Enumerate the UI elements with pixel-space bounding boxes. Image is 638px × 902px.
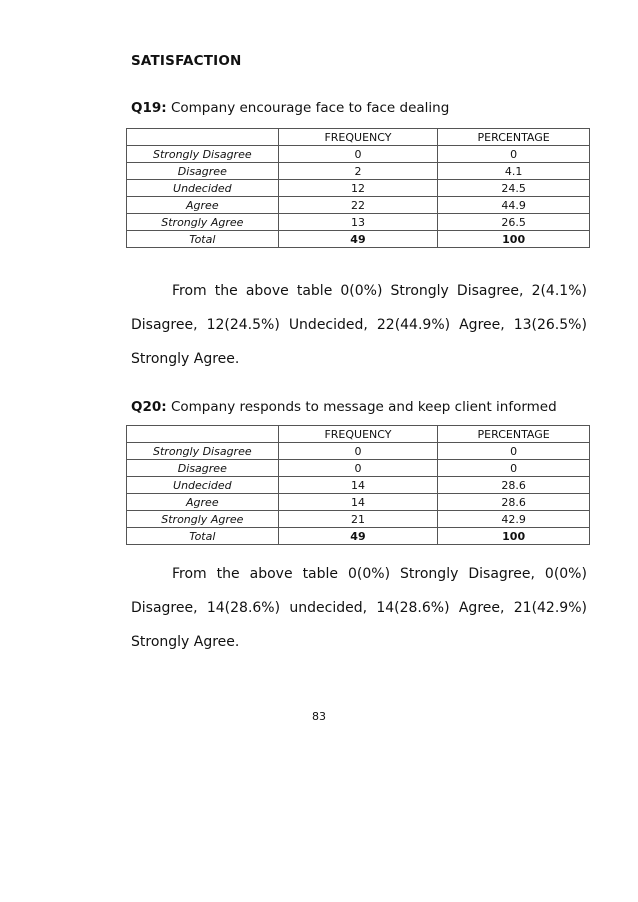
table-row [127,443,590,460]
row-label-cell: Strongly Disagree [127,443,279,460]
paragraph-word: From [172,283,207,299]
row-label-cell: Agree [127,494,279,511]
table-row [127,146,590,163]
paragraph-word: table [302,566,339,582]
paragraph-word: above [245,283,289,299]
paragraph-word: 0(0%) [340,283,383,299]
row-label-cell: Strongly Disagree [127,146,279,163]
table-row [127,494,590,511]
paragraph-word: above [249,566,293,582]
q20-table [126,425,590,545]
paragraph-word: the [214,283,238,299]
row-label-cell: Disagree [127,460,279,477]
table-cell: 49 [278,528,438,545]
table-cell: 28.6 [438,477,590,494]
table-cell: 4.1 [438,163,590,180]
paragraph-word: Strongly [400,566,459,582]
paragraph-word: Strongly Agree. [131,634,240,650]
paragraph-line [131,317,587,351]
table-cell: 26.5 [438,214,590,231]
table-cell: 13 [278,214,438,231]
q19-label: Q19: [131,100,167,116]
table-cell: 22 [278,197,438,214]
paragraph-word: 0(0%) [348,566,391,582]
paragraph-word: Agree, [459,317,505,333]
paragraph-word: Undecided, [288,317,368,333]
row-label-cell: Total [127,231,279,248]
table-cell: 44.9 [438,197,590,214]
q20-paragraph [131,566,587,668]
table-row [127,231,590,248]
table-cell: 12 [278,180,438,197]
table-cell: 0 [438,443,590,460]
row-label-cell: Disagree [127,163,279,180]
row-label-cell: Agree [127,197,279,214]
table-header-row [127,129,590,146]
table-row [127,528,590,545]
paragraph-line [131,566,587,600]
q20-question: Company responds to message and keep client informed [166,399,557,415]
paragraph-line [131,634,587,668]
table-row [127,214,590,231]
table-header-row [127,426,590,443]
column-header [127,129,279,146]
table-row [127,460,590,477]
column-header: FREQUENCY [278,129,438,146]
table-cell: 28.6 [438,494,590,511]
paragraph-word: 0(0%) [544,566,587,582]
column-header [127,426,279,443]
table-cell: 14 [278,494,438,511]
table-row [127,197,590,214]
table-cell: 0 [438,460,590,477]
paragraph-word: 13(26.5%) [513,317,587,333]
section-heading: SATISFACTION [131,53,242,69]
paragraph-word: Disagree, [131,317,198,333]
paragraph-word: 14(28.6%) [376,600,450,616]
paragraph-word: Strongly Agree. [131,351,240,367]
table-cell: 24.5 [438,180,590,197]
row-label-cell: Strongly Agree [127,214,279,231]
row-label-cell: Total [127,528,279,545]
column-header: PERCENTAGE [438,129,590,146]
table-cell: 100 [438,231,590,248]
paragraph-word: 14(28.6%) [206,600,281,616]
row-label-cell: Undecided [127,180,279,197]
paragraph-word: the [216,566,240,582]
q19-question: Company encourage face to face dealing [166,100,450,116]
table-cell: 0 [278,460,438,477]
table-cell: 0 [438,146,590,163]
paragraph-word: 22(44.9%) [376,317,451,333]
paragraph-word: Agree, [458,600,505,616]
q19-title [131,100,449,116]
paragraph-line [131,351,587,385]
paragraph-word: 21(42.9%) [513,600,587,616]
paragraph-word: Disagree, [456,283,524,299]
paragraph-word: undecided, [289,600,368,616]
table-cell: 2 [278,163,438,180]
table-row [127,477,590,494]
q20-label: Q20: [131,399,167,415]
page-number: 83 [312,710,326,723]
column-header: PERCENTAGE [438,426,590,443]
table-cell: 100 [438,528,590,545]
paragraph-line [131,283,587,317]
paragraph-word: From [172,566,207,582]
paragraph-line [131,600,587,634]
table-cell: 42.9 [438,511,590,528]
table-cell: 0 [278,443,438,460]
paragraph-word: Disagree, [131,600,198,616]
column-header: FREQUENCY [278,426,438,443]
q19-table [126,128,590,248]
q20-title [131,399,557,415]
paragraph-word: 2(4.1%) [531,283,587,299]
table-cell: 14 [278,477,438,494]
table-cell: 49 [278,231,438,248]
table-row [127,180,590,197]
table-row [127,163,590,180]
paragraph-word: Strongly [390,283,449,299]
row-label-cell: Undecided [127,477,279,494]
q19-paragraph [131,283,587,385]
paragraph-word: 12(24.5%) [206,317,280,333]
table-cell: 0 [278,146,438,163]
table-row [127,511,590,528]
paragraph-word: table [296,283,333,299]
paragraph-word: Disagree, [468,566,535,582]
table-cell: 21 [278,511,438,528]
row-label-cell: Strongly Agree [127,511,279,528]
